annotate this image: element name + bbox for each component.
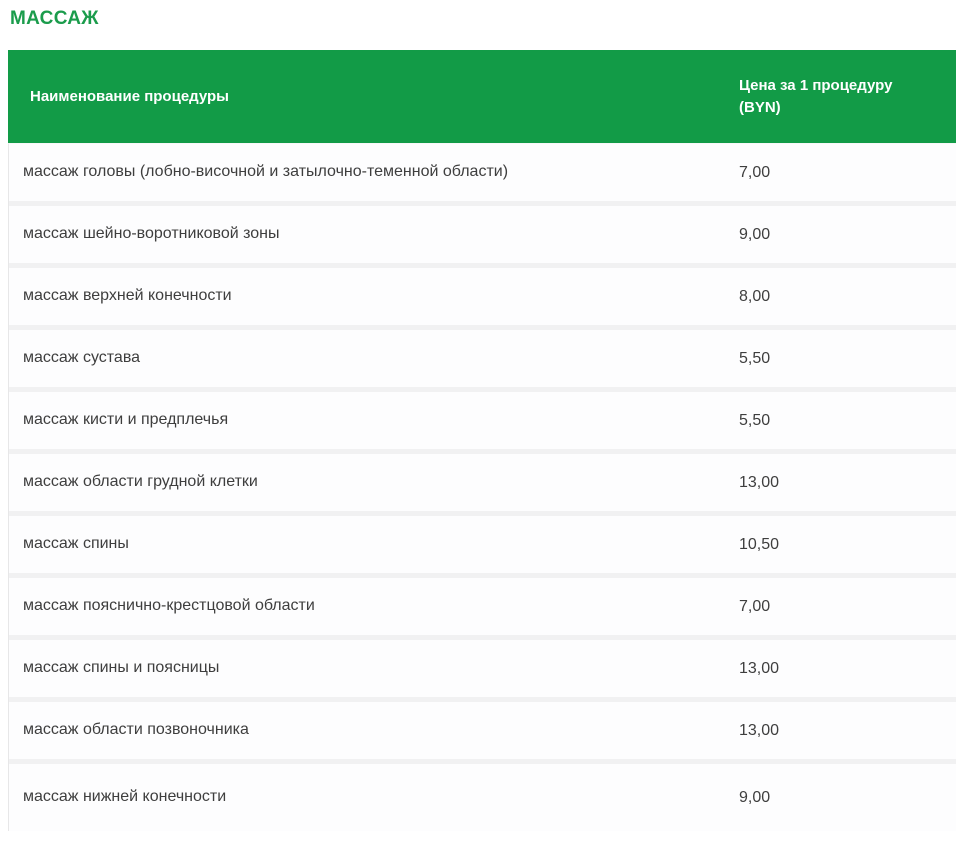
table-row — [9, 454, 956, 516]
procedure-name-cell: массаж верхней конечности — [23, 287, 232, 305]
procedure-name-cell: массаж спины и поясницы — [23, 659, 220, 677]
page-title: МАССАЖ — [10, 8, 99, 29]
price-cell: 5,50 — [739, 349, 771, 367]
column-header-price-label: Цена за 1 процедуру (BYN) — [739, 76, 893, 116]
price-cell: 9,00 — [739, 788, 771, 806]
procedure-name-cell: массаж нижней конечности — [23, 788, 227, 806]
table-row — [9, 764, 956, 831]
column-header-price — [739, 75, 956, 119]
procedure-name-cell: массаж области грудной клетки — [23, 473, 258, 491]
table-body — [8, 143, 956, 831]
price-cell: 13,00 — [739, 721, 780, 739]
procedure-name-cell: массаж сустава — [23, 349, 141, 367]
price-cell: 7,00 — [739, 597, 771, 615]
table-row — [9, 330, 956, 392]
procedure-name-cell: массаж пояснично-крестцовой области — [23, 597, 315, 615]
price-table — [8, 50, 956, 831]
column-header-procedure-name: Наименование процедуры — [30, 88, 229, 105]
procedure-name-cell: массаж шейно-воротниковой зоны — [23, 225, 280, 243]
table-row — [9, 144, 956, 206]
procedure-name-cell: массаж кисти и предплечья — [23, 411, 229, 429]
price-cell: 8,00 — [739, 287, 771, 305]
procedure-name-cell: массаж спины — [23, 535, 129, 553]
table-row — [9, 702, 956, 764]
price-cell: 7,00 — [739, 163, 771, 181]
price-cell: 13,00 — [739, 473, 780, 491]
table-row — [9, 268, 956, 330]
table-header-row — [8, 50, 956, 143]
table-row — [9, 578, 956, 640]
table-row — [9, 392, 956, 454]
price-cell: 9,00 — [739, 225, 771, 243]
table-row — [9, 640, 956, 702]
procedure-name-cell: массаж головы (лобно-височной и затылочно-теменной области) — [23, 163, 509, 181]
table-row — [9, 516, 956, 578]
price-cell: 13,00 — [739, 659, 780, 677]
price-cell: 5,50 — [739, 411, 771, 429]
procedure-name-cell: массаж области позвоночника — [23, 721, 249, 739]
price-cell: 10,50 — [739, 535, 780, 553]
table-row — [9, 206, 956, 268]
